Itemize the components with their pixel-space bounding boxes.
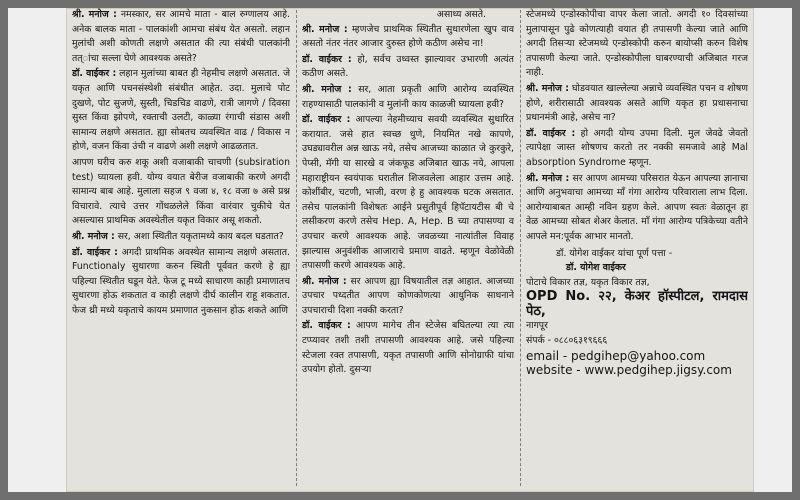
paragraph-text: हो, सर्वच उध्वस्त झाल्यावर उभारणी अत्यंत कठीण असते. — [302, 53, 514, 80]
paragraph-text: अगदी प्राथमिक अवस्थेत सामान्य लक्षणे असतात. Functionaly सुधारणा करुन स्थिती पूर्ववत करणे हे ह्या पहिल्या स्थितीत घडून येते. फेज टू मध्ये साधारण काही प्रमाणातच सुधारणा होऊ शकतात व काही लक्षणे दीर्घ कालीन राहू शकतात. फेज थ्री मध्ये यकृताचे कायम प्रमाणात नुकसान होऊ शकते आणि — [72, 246, 290, 316]
speaker-label: श्री. मनोज : — [526, 172, 570, 184]
continued-text: असाध्य असते. — [436, 9, 486, 20]
speaker-label: श्री. मनोज : — [72, 230, 115, 242]
city: नागपूर — [526, 320, 548, 332]
phone: संपर्क - ०८८०६३१९६६६ — [526, 335, 608, 347]
article-column-2 — [302, 8, 514, 492]
paragraph-text: घोडवयात खाल्लेल्या अन्नाचे व्यवस्थित पचन व शोषण होणे, शरीरासाठी आवश्यक असते आणि यकृत हा प्रधासनाचा प्रधानमंत्री आहे, असेच ना? — [526, 82, 748, 124]
speaker-label: श्री. मनोज : — [526, 82, 569, 94]
article-paragraph — [302, 275, 514, 319]
article-paragraph — [302, 23, 514, 52]
paragraph-text: आपल्या नेहमीच्याच सवयी व्यवस्थित सुधारित करायात. जसे हात स्वच्छ धुणे, नियमित नखे कापणे, उघड्यावरील अन्न खाऊ नये, तसेच आजच्या काळात जे कुरकुरे, पेप्सी, मॅगी या सारखे व जंकफूड अजिबात खाऊ नये, आपला महाराष्ट्रीयन स्वयंपाक घरातील शिजवलेला आहार उत्तम आहे. कोशींबीर, चटणी, भाजी, वरण हे हु आवश्यक घटक असतात. तसेच पालकांनी विशेषतः आईने प्रसुतीपूर्व हिपॅटायटीस बी चे लसीकरण करणे तसेच Hep. A, Hep. B च्या तपासण्या व उपचार करणे आवश्यक आहे. जवळच्या नात्यांतील विवाह झाल्यास अनुवंशीक आजाराचे प्रमाण वाढते. म्हणून वेळोवेळी तपासणी करणे आवश्यक आहे. — [302, 114, 514, 272]
speaker-label: श्री. मनोज : — [302, 83, 352, 95]
doctor-title: पोटाचे विकार तज्ञ, यकृत विकार तज्ञ, — [526, 276, 650, 288]
article-paragraph — [72, 156, 290, 229]
article-paragraph — [302, 53, 514, 82]
email-link[interactable]: email - pedgihep@yahoo.com — [526, 348, 706, 363]
contact-block — [526, 247, 748, 378]
paragraph-text: आपण मागेच तीन स्टेजेस बघितल्या त्या त्या टप्प्यावर तशी तशी तपासणी आवश्यक आहे. जसे पहिल्या स्टेजला रक्त तपासणी, यकृत तपासणी आणि सोनोग्राफी यांचा उपयोग होतो. दुसऱ्या — [302, 320, 514, 376]
speaker-label: डॉ. वाईकर : — [526, 127, 576, 139]
article-column-2-body — [302, 23, 514, 378]
contact-intro: डॉ. योगेश वाईकर यांचा पूर्ण पत्ता - — [556, 247, 673, 259]
paragraph-text: सर, अशा स्थितीत यकृतामध्ये काय बदल घडतात? — [117, 230, 284, 242]
speaker-label: डॉ. वाईकर : — [72, 246, 118, 258]
article-paragraph — [72, 8, 290, 66]
column-divider — [520, 10, 521, 486]
website-link[interactable]: website - www.pedgihep.jigsy.com — [526, 363, 732, 378]
paragraph-text: नमस्कार, सर आमचे माता - बाल रुग्णालय आहे. अनेक बालक माता - पालकांशी आमचा संबंध येत असतो. लहान मुलांची अशी कोणती लक्षणे असतात की त्या संबंधी पालकांनी तत्ांचा सल्ला घेणे आवश्यक असते? — [72, 9, 290, 64]
paragraph-text: सर, आता प्रकृती आणि आरोग्य व्यवस्थित राहण्यासाठी पालकांनी व मुलांनी काय काळजी घ्यायला हवी? — [302, 83, 514, 110]
paragraph-text: आपण घरीच करु शकू अशी वजाबाकी चाचणी (subsiration test) घ्यायला हवी. योग्य वयात बेरीज वजाबाकी करणे अगदी सामान्य बाब आहे. मुलाला सहज ९ वजा ४, १८ वजा ७ असे प्रश्न विचारावे. त्याचे उत्तर गोंधळलेले किंवा वारंवार चुकीचे येत असल्यास प्राथमिक अवस्थेतील यकृत विकार असू शकतो. — [72, 156, 290, 227]
speaker-label: श्री. मनोज : — [72, 9, 117, 20]
article-paragraph — [526, 172, 748, 245]
article-paragraph — [72, 230, 290, 245]
article-column-3 — [526, 8, 748, 492]
paragraph-text: स्टेजमध्ये एन्डोस्कोपीचा वापर केला जातो. अगदी १० दिवसांच्या मुलापासून पुढे कोणत्याही वयात ही तपासणी केल्या जाते आणि अगदी तिसऱ्या स्टेजमध्ये एन्डोस्कोपी करुन बायोप्सी करुन विशेष तपासणी केल्या जाते. एन्डोस्कोपीला घाबरण्याची अजिबात गरज नाही. — [526, 9, 748, 79]
speaker-label: श्री. मनोज : — [302, 23, 348, 35]
article-paragraph — [302, 319, 514, 377]
speaker-label: डॉ. वाईकर : — [72, 68, 117, 80]
article-column-3-body — [526, 8, 748, 245]
paragraph-text: म्हणजेच प्राथमिक स्थितीत सुधारणेला खुप वाव असतो नंतर नंतर आजार दुरुस्त होणे कठीण असेच ना! — [302, 23, 514, 50]
paragraph-text: लहान मुलांच्या बाबत ही नेहमीच लक्षणे असतात. जे यकृत आणि पचनसंस्थेशी संबंधीत आहेत. उदा. मुलाचे पोट दुखणे, पोट सुजणे, सुस्ती, चिडचिड वाढणे, रात्री जागणे / दिवसा सुस्त किंवा झोपणे, रक्ताची उलटी, काळ्या रंगाची संडास अशी सामान्य लक्षणे असतात. ह्या सोबतच व्यवस्थित वाढ / विकास न होणे, वजन किंवा उंची न वाढणे अशी लक्षणे आढळतात. — [72, 68, 290, 153]
newspaper-clipping — [66, 8, 754, 492]
speaker-label: श्री. मनोज : — [302, 275, 347, 287]
article-paragraph — [526, 8, 748, 81]
article-paragraph — [526, 82, 748, 126]
paragraph-text: सर आपण ह्या विषयातील तज्ञ आहात. आजच्या उपचार पध्दतीत आपण कोणकोणत्या आधुनिक साधनाने उपचाराची दिशा नक्की करता? — [302, 275, 514, 316]
article-paragraph — [302, 113, 514, 274]
column-divider — [296, 10, 297, 486]
article-paragraph — [72, 246, 290, 319]
paragraph-text: हो अगदी योग्य उपमा दिली. मुल जेवढे जेवतो त्यापेक्षा जास्त शोषणच करतो तर नक्की समजावे आहे Mal absorption Syndrome म्हणून. — [526, 127, 748, 168]
speaker-label: डॉ. वाईकर : — [302, 320, 351, 332]
doctor-name: डॉ. योगेश वाईकर — [566, 262, 626, 274]
speaker-label: डॉ. वाईकर : — [302, 114, 351, 126]
opd-address: OPD No. २२, केअर हॉस्पीटल, रामदास पेठ, — [526, 289, 748, 319]
image-frame — [8, 8, 792, 492]
article-paragraph — [302, 83, 514, 112]
paragraph-text: सर आपण आमच्या परिसरात येऊन आपल्या ज्ञानाचा आणि अनुभवाचा आमच्या माँ गंगा आरोग्य परिवाराला लाभ दिला. आरोग्याबाबत आम्ही नविन ग्रहण केले. आपण स्वतः वेळातून हा वेळ आमच्या सोबत शेअर केलात. माँ गंगा आरोग्य पत्रिकेच्या वतीने आपले मन:पूर्वक आभार मानतो. — [526, 172, 748, 242]
article-paragraph — [72, 67, 290, 155]
article-column-1 — [72, 8, 290, 492]
speaker-label: डॉ. वाईकर : — [302, 53, 352, 65]
article-paragraph — [526, 127, 748, 171]
